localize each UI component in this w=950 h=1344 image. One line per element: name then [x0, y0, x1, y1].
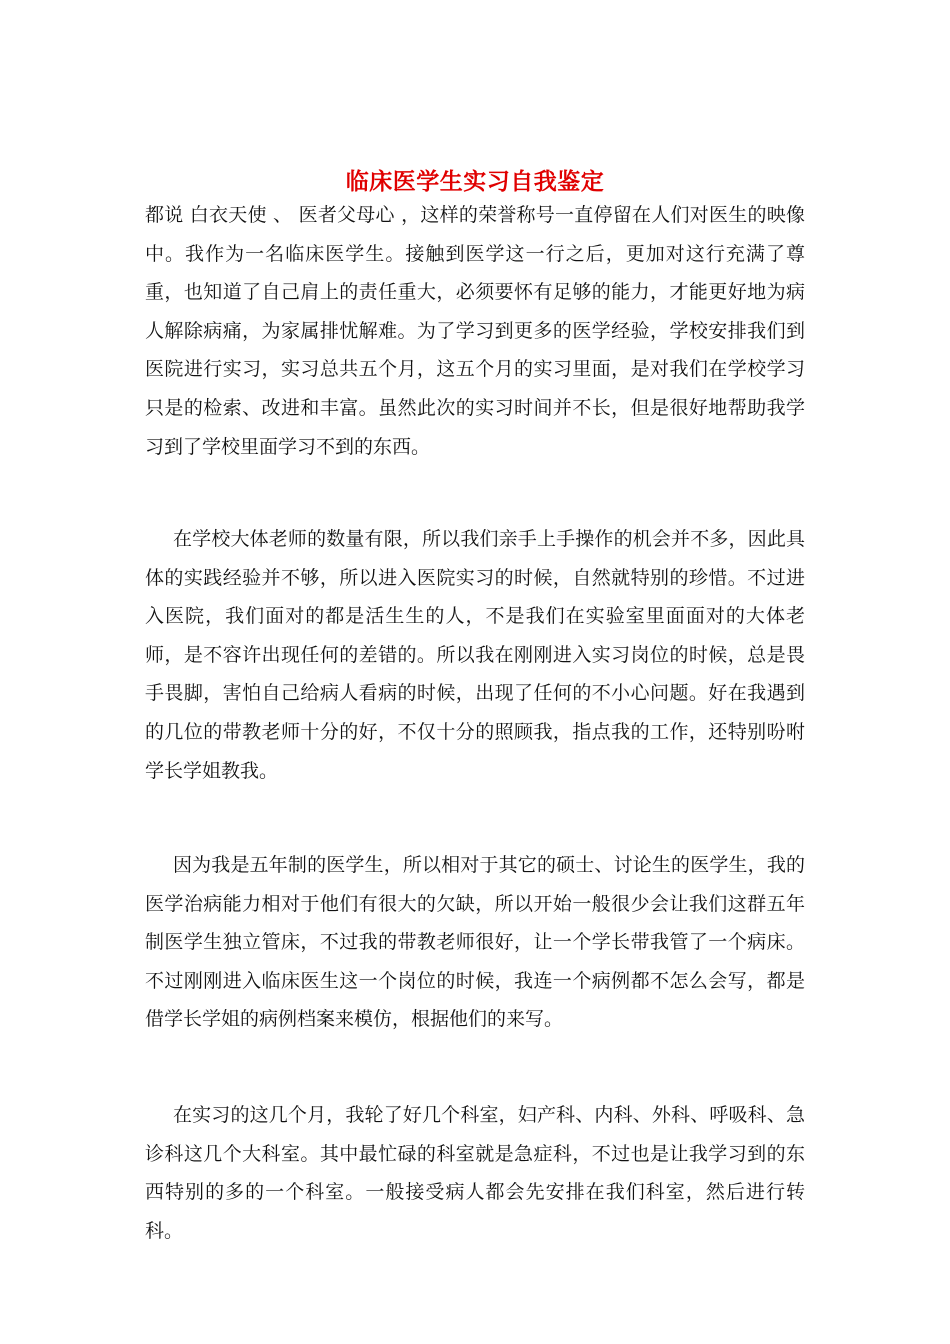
- paragraph-4: 在实习的这几个月，我轮了好几个科室，妇产科、内科、外科、呼吸科、急诊科这几个大科室。其中最忙碌的科室就是急症科，不过也是让我学习到的东西特别的多的一个科室。一般接受病人都会先安排在我们科室，然后进行转科。: [145, 1104, 805, 1242]
- paragraph-3: 因为我是五年制的医学生，所以相对于其它的硕士、讨论生的医学生，我的医学治病能力相对于他们有很大的欠缺，所以开始一般很少会让我们这群五年制医学生独立管床，不过我的带教老师很好，让一个学长带我管了一个病床。不过刚刚进入临床医生这一个岗位的时候，我连一个病例都不怎么会写，都是借学长学姐的病例档案来模仿，根据他们的来写。: [145, 854, 805, 1031]
- paragraph-2: 在学校大体老师的数量有限，所以我们亲手上手操作的机会并不多，因此具体的实践经验并不够，所以进入医院实习的时候，自然就特别的珍惜。不过进入医院，我们面对的都是活生生的人，不是我们在实验室里面面对的大体老师，是不容许出现任何的差错的。所以我在刚刚进入实习岗位的时候，总是畏手畏脚，害怕自己给病人看病的时候，出现了任何的不小心问题。好在我遇到的几位的带教老师十分的好，不仅十分的照顾我，指点我的工作，还特别吩咐学长学姐教我。: [145, 528, 805, 782]
- document-title: 临床医学生实习自我鉴定: [345, 168, 605, 196]
- paragraph-1: 都说 白衣天使 、 医者父母心 ，这样的荣誉称号一直停留在人们对医生的映像中。我作为一名临床医学生。接触到医学这一行之后，更加对这行充满了尊重，也知道了自己肩上的责任重大，必须要怀有足够的能力，才能更好地为病人解除病痛，为家属排忧解难。为了学习到更多的医学经验，学校安排我们到医院进行实习，实习总共五个月，这五个月的实习里面，是对我们在学校学习只是的检索、改进和丰富。虽然此次的实习时间并不长，但是很好地帮助我学习到了学校里面学习不到的东西。: [145, 204, 805, 458]
